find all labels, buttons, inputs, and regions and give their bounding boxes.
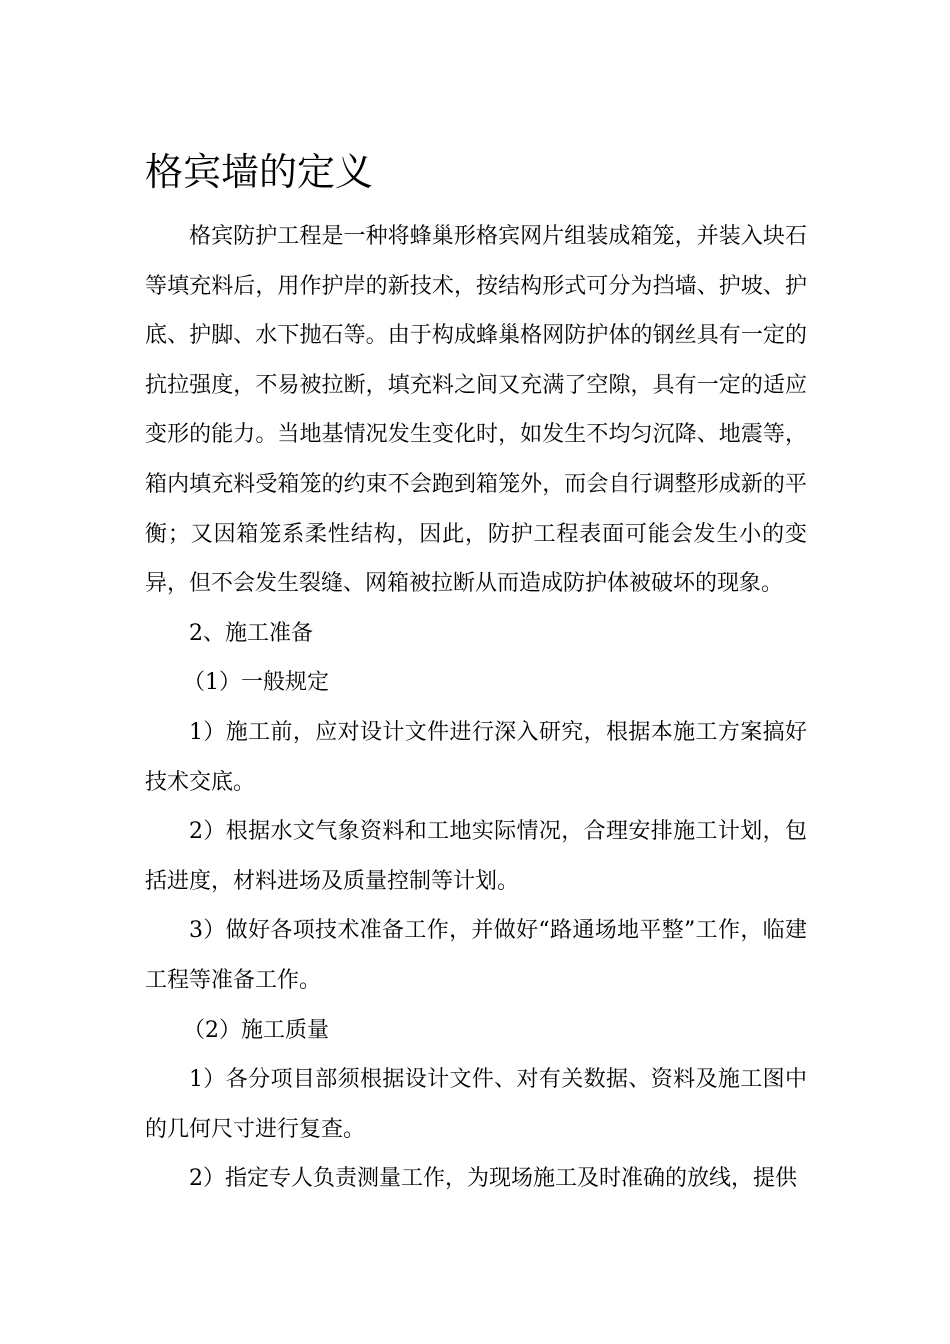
- paragraph-quality-1: 1）各分项目部须根据设计文件、对有关数据、资料及施工图中的几何尺寸进行复查。: [145, 1067, 807, 1142]
- document-body: [145, 212, 807, 1204]
- paragraph-quality-2: 2）指定专人负责测量工作，为现场施工及时准确的放线，提供: [189, 1166, 797, 1192]
- paragraph-rule-1: 1）施工前，应对设计文件进行深入研究，根据本施工方案搞好技术交底。: [145, 719, 807, 795]
- paragraph-gabion-definition: 格宾防护工程是一种将蜂巢形格宾网片组装成箱笼，并装入块石等填充料后，用作护岸的新技术，按结构形式可分为挡墙、护坡、护底、护脚、水下抛石等。由于构成蜂巢格网防护体的钢丝具有一定的抗拉强度，不易被拉断，填充料之间又充满了空隙，具有一定的适应变形的能力。当地基情况发生变化时，如发生不均匀沉降、地震等，箱内填充料受箱笼的约束不会跑到箱笼外，而会自行调整形成新的平衡；又因箱笼系柔性结构，因此，防护工程表面可能会发生小的变异，但不会发生裂缝、网箱被拉断从而造成防护体被破坏的现象。: [145, 224, 807, 597]
- section-heading-construction-preparation: 2、施工准备: [189, 620, 313, 646]
- paragraph-rule-3: 3）做好各项技术准备工作，并做好“路通场地平整”工作，临建工程等准备工作。: [145, 918, 807, 993]
- page-title: 格宾墙的定义: [145, 150, 374, 194]
- subsection-heading-general-rules: （1）一般规定: [183, 670, 329, 696]
- subsection-heading-construction-quality: （2）施工质量: [183, 1017, 329, 1043]
- paragraph-rule-2: 2）根据水文气象资料和工地实际情况，合理安排施工计划，包括进度，材料进场及质量控制等计划。: [145, 819, 807, 894]
